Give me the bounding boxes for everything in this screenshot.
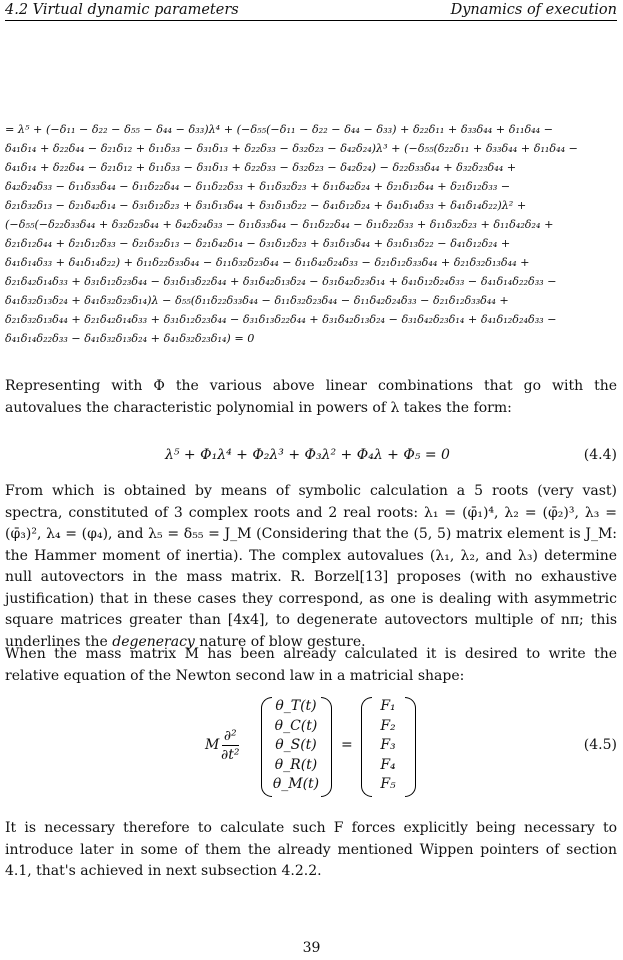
expansion-line: = λ⁵ + (−δ₁₁ − δ₂₂ − δ₅₅ − δ₄₄ − δ₃₃)λ⁴ + (−δ₅₅(−δ₁₁ − δ₂₂ − δ₄₄ − δ₃₃) + δ₂₂δ₁₁ + δ₃₃δ₄₄ + δ₁₁δ₄₄ − bbox=[5, 123, 554, 136]
paragraph-representing-phi: Representing with Φ the various above linear combinations that go with the autovalues the characteristic polynomial in powers of λ takes the form: bbox=[5, 378, 617, 416]
theta-s: θ_S(t) bbox=[275, 737, 317, 754]
matrix-equals-sign: = bbox=[341, 737, 353, 753]
equation-4-4 bbox=[5, 447, 617, 469]
expansion-line: (−δ₅₅(−δ₂₂δ₃₃δ₄₄ + δ₃₂δ₂₃δ₄₄ + δ₄₂δ₂₄δ₃₃ − δ₁₁δ₃₃δ₄₄ − δ₁₁δ₂₂δ₄₄ − δ₁₁δ₂₂δ₃₃ + δ₁₁δ₃₂δ₂₃ + δ₁₁δ₄₂δ₂₄ + bbox=[5, 218, 554, 231]
fraction-numerator: ∂² bbox=[223, 728, 237, 744]
force-vector bbox=[371, 697, 405, 795]
expansion-line: δ₄₁δ₁₄ + δ₂₂δ₄₄ − δ₂₁δ₁₂ + δ₁₁δ₃₃ − δ₃₁δ₁₃ + δ₂₂δ₃₃ − δ₃₂δ₂₃ − δ₄₂δ₂₄) − δ₂₂δ₃₃δ₄₄ + δ₃₂δ₂₃δ₄₄ + bbox=[5, 161, 517, 174]
running-header bbox=[5, 2, 617, 21]
expansion-line: δ₄₂δ₂₄δ₃₃ − δ₁₁δ₃₃δ₄₄ − δ₁₁δ₂₂δ₄₄ − δ₁₁δ₂₂δ₃₃ + δ₁₁δ₃₂δ₂₃ + δ₁₁δ₄₂δ₂₄ + δ₂₁δ₁₂δ₄₄ + δ₂₁δ₁₂δ₃₃ − bbox=[5, 180, 511, 193]
theta-vector-right-paren bbox=[321, 697, 332, 797]
expansion-line: δ₄₁δ₁₄ + δ₂₂δ₄₄ − δ₂₁δ₁₂ + δ₁₁δ₃₃ − δ₃₁δ₁₃ + δ₂₂δ₃₃ − δ₃₂δ₂₃ − δ₄₂δ₂₄)λ³ + (−δ₅₅(δ₂₂δ₁₁ + δ₃₃δ₄₄ + δ₁₁δ₄₄ − bbox=[5, 142, 579, 155]
paragraph-forces: It is necessary therefore to calculate such F forces explicitly being necessary to introduce later in some of them the already mentioned Wippen pointers of section 4.1, that's achieved in next subsection 4.2.2. bbox=[5, 820, 617, 879]
paragraph-mass-matrix: When the mass matrix M has been already calculated it is desired to write the relative equation of the Newton second law in a matricial shape: bbox=[5, 646, 617, 684]
expansion-line: δ₂₁δ₃₂δ₁₃δ₄₄ + δ₂₁δ₄₂δ₁₄δ₃₃ + δ₃₁δ₁₂δ₂₃δ₄₄ − δ₃₁δ₁₃δ₂₂δ₄₄ + δ₃₁δ₄₂δ₁₃δ₂₄ − δ₃₁δ₄₂δ₂₃δ₁₄ + δ₄₁δ₁₂δ₂₄δ₃₃ − bbox=[5, 313, 557, 326]
paragraph-roots-spectra bbox=[5, 481, 617, 653]
expansion-line: δ₄₁δ₁₄δ₂₂δ₃₃ − δ₄₁δ₃₂δ₁₃δ₂₄ + δ₄₁δ₃₂δ₂₃δ₁₄) = 0 bbox=[5, 332, 255, 345]
fraction-denominator: ∂t² bbox=[221, 747, 240, 763]
second-derivative-fraction bbox=[221, 727, 239, 764]
characteristic-polynomial-expansion bbox=[5, 120, 617, 348]
expansion-line: δ₄₁δ₁₄δ₃₃ + δ₄₁δ₁₄δ₂₂) + δ₁₁δ₂₂δ₃₃δ₄₄ − δ₁₁δ₃₂δ₂₃δ₄₄ − δ₁₁δ₄₂δ₂₄δ₃₃ − δ₂₁δ₁₂δ₃₃δ₄₄ + δ₂₁δ₃₂δ₁₃δ₄₄ + bbox=[5, 256, 530, 269]
equation-4-4-number: (4.4) bbox=[583, 447, 617, 463]
equation-4-5-number: (4.5) bbox=[583, 737, 617, 753]
force-f5: F₅ bbox=[380, 776, 396, 793]
equation-4-4-body: λ⁵ + Φ₁λ⁴ + Φ₂λ³ + Φ₃λ² + Φ₄λ + Φ₅ = 0 bbox=[165, 447, 450, 463]
force-f3: F₃ bbox=[380, 737, 396, 754]
page-number: 39 bbox=[302, 940, 321, 956]
theta-t: θ_T(t) bbox=[275, 698, 317, 714]
force-f1: F₁ bbox=[380, 698, 396, 714]
paragraph-roots-text: From which is obtained by means of symbolic calculation a 5 roots (very vast) spectra, constituted of 3 complex roots and 2 real roots: λ₁ = (φ̄₁)⁴, λ₂ = (φ̄₂)³, λ₃ = (φ̄₃)², λ₄ = (φ₄), and λ₅ = δ₅₅ = J_M (Considering that the (5, 5) matrix element is J_M: the Hammer moment of inertia). The complex autovalues (λ₁, λ₂, and λ₃) determine null autovectors in the mass matrix. R. Borzel[13] proposes (with no exhaustive justification) that in these cases they correspond, as one is dealing with asymmetric square matrices greater than [4x4], to degenerate autovectors multiple of nπ; this underlines the bbox=[5, 483, 617, 650]
expansion-line: δ₂₁δ₃₂δ₁₃ − δ₂₁δ₄₂δ₁₄ − δ₃₁δ₁₂δ₂₃ + δ₃₁δ₁₃δ₄₄ + δ₃₁δ₁₃δ₂₂ − δ₄₁δ₁₂δ₂₄ + δ₄₁δ₁₄δ₃₃ + δ₄₁δ₁₄δ₂₂)λ² + bbox=[5, 199, 527, 212]
force-vector-right-paren bbox=[405, 697, 416, 797]
theta-r: θ_R(t) bbox=[274, 756, 318, 773]
header-chapter-title: Dynamics of execution bbox=[450, 2, 617, 18]
theta-c: θ_C(t) bbox=[274, 717, 318, 734]
theta-vector bbox=[271, 697, 321, 795]
equation-4-5 bbox=[5, 697, 617, 797]
theta-m: θ_M(t) bbox=[272, 776, 320, 793]
header-section-title: 4.2 Virtual dynamic parameters bbox=[5, 2, 239, 18]
paragraph-roots-tail: nature of blow gesture. bbox=[199, 633, 366, 650]
expansion-line: δ₂₁δ₄₂δ₁₄δ₃₃ + δ₃₁δ₁₂δ₂₃δ₄₄ − δ₃₁δ₁₃δ₂₂δ₄₄ + δ₃₁δ₄₂δ₁₃δ₂₄ − δ₃₁δ₄₂δ₂₃δ₁₄ + δ₄₁δ₁₂δ₂₄δ₃₃ − δ₄₁δ₁₄δ₂₂δ₃₃ − bbox=[5, 275, 557, 288]
expansion-line: δ₄₁δ₃₂δ₁₃δ₂₄ + δ₄₁δ₃₂δ₂₃δ₁₄)λ − δ₅₅(δ₁₁δ₂₂δ₃₃δ₄₄ − δ₁₁δ₃₂δ₂₃δ₄₄ − δ₁₁δ₄₂δ₂₄δ₃₃ − δ₂₁δ₁₂δ₃₃δ₄₄ + bbox=[5, 294, 509, 307]
force-f2: F₂ bbox=[380, 717, 396, 734]
expansion-line: δ₂₁δ₁₂δ₄₄ + δ₂₁δ₁₂δ₃₃ − δ₂₁δ₃₂δ₁₃ − δ₂₁δ₄₂δ₁₄ − δ₃₁δ₁₂δ₂₃ + δ₃₁δ₁₃δ₄₄ + δ₃₁δ₁₃δ₂₂ − δ₄₁δ₁₂δ₂₄ + bbox=[5, 237, 511, 250]
mass-matrix-symbol: M bbox=[205, 737, 220, 753]
force-f4: F₄ bbox=[380, 756, 396, 773]
degeneracy-emphasis: degeneracy bbox=[112, 633, 195, 650]
